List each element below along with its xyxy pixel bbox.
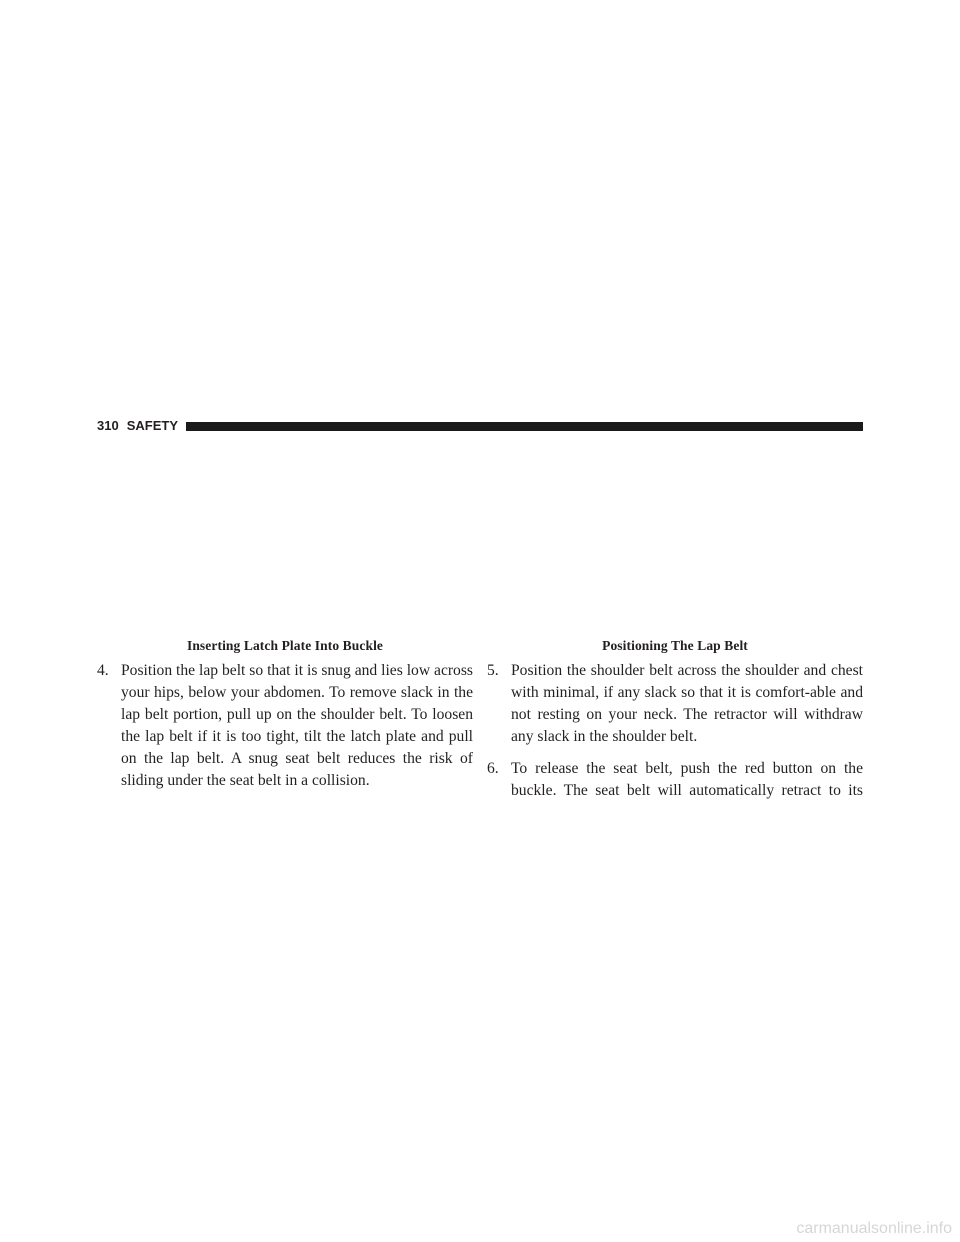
step-5 — [487, 660, 863, 748]
step-text: Position the lap belt so that it is snug and lies low across your hips, below your abdomen. To remove slack in the lap belt portion, pull up on the shoulder belt. To loosen the lap belt if it is too tight, tilt the latch plate and pull on the lap belt. A snug seat belt reduces the risk of sliding under the seat belt in a collision. — [121, 662, 473, 789]
right-column — [487, 660, 863, 812]
page-number: 310 — [97, 418, 119, 433]
figure-caption-latch-plate: Inserting Latch Plate Into Buckle — [186, 638, 384, 653]
step-text: To release the seat belt, push the red button on the buckle. The seat belt will automatically retract to its — [511, 760, 863, 799]
step-number: 6. — [487, 760, 499, 777]
header-rule — [186, 422, 863, 431]
step-6 — [487, 758, 863, 802]
step-text: Position the shoulder belt across the shoulder and chest with minimal, if any slack so that it is comfort-able and not resting on your neck. The retractor will withdraw any slack in the shoulder belt. — [511, 662, 863, 745]
left-column — [97, 660, 473, 802]
step-4 — [97, 660, 473, 792]
page-header — [97, 418, 863, 434]
site-watermark: carmanualsonline.info — [796, 1220, 952, 1237]
figure-caption-lap-belt: Positioning The Lap Belt — [602, 638, 748, 653]
step-number: 5. — [487, 662, 499, 679]
section-title: SAFETY — [126, 418, 178, 433]
step-number: 4. — [97, 662, 109, 679]
